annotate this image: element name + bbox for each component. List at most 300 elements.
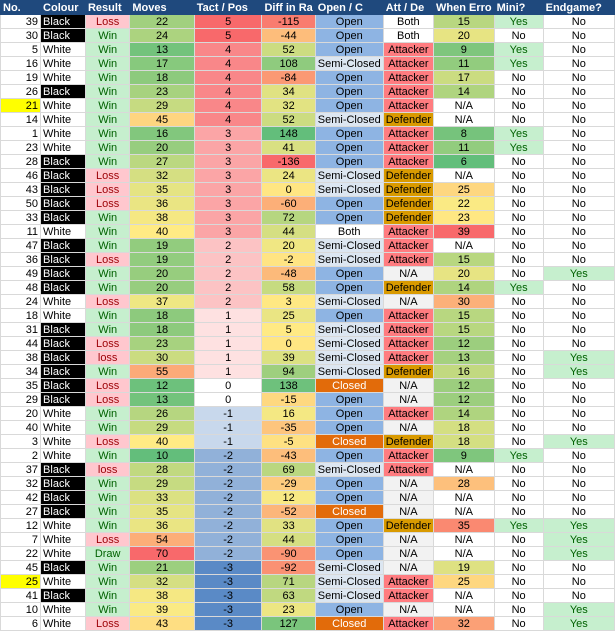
cell-mini[interactable]: No	[494, 617, 543, 631]
cell-diff[interactable]: 39	[262, 351, 315, 365]
cell-result[interactable]: Win	[85, 309, 129, 323]
cell-colour[interactable]: White	[41, 99, 86, 113]
cell-att[interactable]: Attacker	[383, 253, 433, 267]
cell-diff[interactable]: 23	[262, 603, 315, 617]
cell-result[interactable]: loss	[85, 463, 129, 477]
cell-open[interactable]: Open	[315, 421, 383, 435]
cell-end[interactable]: No	[543, 477, 614, 491]
cell-att[interactable]: N/A	[383, 533, 433, 547]
cell-end[interactable]: No	[543, 589, 614, 603]
cell-result[interactable]: Loss	[85, 169, 129, 183]
cell-result[interactable]: Win	[85, 505, 129, 519]
cell-no[interactable]: 32	[1, 477, 41, 491]
cell-mini[interactable]: No	[494, 337, 543, 351]
cell-err[interactable]: 18	[434, 421, 495, 435]
cell-no[interactable]: 50	[1, 197, 41, 211]
cell-diff[interactable]: -48	[262, 267, 315, 281]
cell-att[interactable]: Defender	[383, 113, 433, 127]
cell-open[interactable]: Open	[315, 267, 383, 281]
cell-mini[interactable]: No	[494, 589, 543, 603]
cell-att[interactable]: Both	[383, 15, 433, 29]
cell-moves[interactable]: 40	[130, 225, 194, 239]
cell-att[interactable]: Attacker	[383, 323, 433, 337]
cell-mini[interactable]: No	[494, 211, 543, 225]
cell-result[interactable]: Loss	[85, 197, 129, 211]
cell-end[interactable]: No	[543, 253, 614, 267]
cell-open[interactable]: Open	[315, 43, 383, 57]
cell-diff[interactable]: 138	[262, 379, 315, 393]
cell-open[interactable]: Semi-Closed	[315, 57, 383, 71]
cell-colour[interactable]: White	[41, 309, 86, 323]
cell-err[interactable]: 22	[434, 197, 495, 211]
cell-colour[interactable]: Black	[41, 337, 86, 351]
cell-open[interactable]: Open	[315, 491, 383, 505]
cell-no[interactable]: 24	[1, 295, 41, 309]
cell-open[interactable]: Open	[315, 281, 383, 295]
cell-mini[interactable]: No	[494, 463, 543, 477]
cell-att[interactable]: Defender	[383, 365, 433, 379]
cell-err[interactable]: 14	[434, 281, 495, 295]
cell-no[interactable]: 33	[1, 211, 41, 225]
cell-end[interactable]: No	[543, 15, 614, 29]
cell-colour[interactable]: Black	[41, 155, 86, 169]
cell-mini[interactable]: No	[494, 267, 543, 281]
cell-att[interactable]: Defender	[383, 281, 433, 295]
cell-colour[interactable]: White	[41, 43, 86, 57]
cell-colour[interactable]: Black	[41, 267, 86, 281]
cell-diff[interactable]: 127	[262, 617, 315, 631]
cell-att[interactable]: Attacker	[383, 407, 433, 421]
cell-tact[interactable]: -3	[194, 575, 262, 589]
cell-result[interactable]: Win	[85, 57, 129, 71]
cell-att[interactable]: Defender	[383, 197, 433, 211]
cell-moves[interactable]: 23	[130, 85, 194, 99]
cell-diff[interactable]: 34	[262, 85, 315, 99]
cell-tact[interactable]: -3	[194, 603, 262, 617]
cell-open[interactable]: Open	[315, 519, 383, 533]
cell-colour[interactable]: White	[41, 533, 86, 547]
cell-moves[interactable]: 37	[130, 295, 194, 309]
cell-open[interactable]: Open	[315, 197, 383, 211]
cell-att[interactable]: Attacker	[383, 57, 433, 71]
cell-moves[interactable]: 19	[130, 239, 194, 253]
cell-diff[interactable]: 0	[262, 183, 315, 197]
cell-end[interactable]: Yes	[543, 617, 614, 631]
cell-no[interactable]: 35	[1, 379, 41, 393]
cell-colour[interactable]: White	[41, 71, 86, 85]
cell-result[interactable]: Win	[85, 113, 129, 127]
cell-err[interactable]: 17	[434, 71, 495, 85]
cell-result[interactable]: Win	[85, 225, 129, 239]
cell-mini[interactable]: Yes	[494, 281, 543, 295]
cell-end[interactable]: No	[543, 463, 614, 477]
cell-result[interactable]: Win	[85, 267, 129, 281]
cell-err[interactable]: 15	[434, 253, 495, 267]
cell-att[interactable]: Attacker	[383, 575, 433, 589]
cell-open[interactable]: Semi-Closed	[315, 589, 383, 603]
cell-result[interactable]: loss	[85, 351, 129, 365]
cell-err[interactable]: N/A	[434, 491, 495, 505]
cell-mini[interactable]: No	[494, 379, 543, 393]
cell-colour[interactable]: White	[41, 519, 86, 533]
cell-open[interactable]: Open	[315, 477, 383, 491]
cell-end[interactable]: No	[543, 575, 614, 589]
cell-tact[interactable]: 4	[194, 113, 262, 127]
cell-open[interactable]: Semi-Closed	[315, 337, 383, 351]
cell-tact[interactable]: 4	[194, 57, 262, 71]
cell-result[interactable]: Win	[85, 43, 129, 57]
cell-err[interactable]: 9	[434, 449, 495, 463]
header-mini[interactable]: Mini?	[494, 1, 543, 15]
cell-diff[interactable]: -52	[262, 505, 315, 519]
cell-end[interactable]: No	[543, 295, 614, 309]
cell-end[interactable]: No	[543, 43, 614, 57]
cell-tact[interactable]: 1	[194, 309, 262, 323]
cell-diff[interactable]: -92	[262, 561, 315, 575]
cell-moves[interactable]: 13	[130, 393, 194, 407]
cell-err[interactable]: N/A	[434, 505, 495, 519]
cell-err[interactable]: 15	[434, 323, 495, 337]
cell-tact[interactable]: 3	[194, 127, 262, 141]
cell-diff[interactable]: -60	[262, 197, 315, 211]
cell-mini[interactable]: No	[494, 575, 543, 589]
cell-result[interactable]: Loss	[85, 617, 129, 631]
header-when-error[interactable]: When Erro	[434, 1, 495, 15]
cell-att[interactable]: N/A	[383, 295, 433, 309]
cell-open[interactable]: Open	[315, 15, 383, 29]
cell-mini[interactable]: No	[494, 365, 543, 379]
cell-no[interactable]: 10	[1, 603, 41, 617]
cell-no[interactable]: 28	[1, 155, 41, 169]
cell-mini[interactable]: No	[494, 295, 543, 309]
cell-tact[interactable]: 0	[194, 379, 262, 393]
cell-open[interactable]: Closed	[315, 435, 383, 449]
cell-result[interactable]: Draw	[85, 547, 129, 561]
cell-mini[interactable]: Yes	[494, 43, 543, 57]
cell-tact[interactable]: 4	[194, 85, 262, 99]
cell-end[interactable]: Yes	[543, 435, 614, 449]
cell-result[interactable]: Loss	[85, 183, 129, 197]
header-endgame[interactable]: Endgame?	[543, 1, 614, 15]
cell-tact[interactable]: 5	[194, 15, 262, 29]
cell-no[interactable]: 34	[1, 365, 41, 379]
cell-mini[interactable]: No	[494, 351, 543, 365]
cell-att[interactable]: N/A	[383, 421, 433, 435]
cell-result[interactable]: Win	[85, 281, 129, 295]
cell-end[interactable]: No	[543, 71, 614, 85]
cell-colour[interactable]: Black	[41, 197, 86, 211]
cell-diff[interactable]: -115	[262, 15, 315, 29]
cell-result[interactable]: Loss	[85, 15, 129, 29]
cell-result[interactable]: Win	[85, 477, 129, 491]
cell-result[interactable]: Loss	[85, 393, 129, 407]
cell-diff[interactable]: 52	[262, 43, 315, 57]
cell-err[interactable]: 12	[434, 337, 495, 351]
cell-mini[interactable]: No	[494, 155, 543, 169]
cell-moves[interactable]: 18	[130, 71, 194, 85]
cell-result[interactable]: Loss	[85, 379, 129, 393]
cell-colour[interactable]: White	[41, 127, 86, 141]
cell-diff[interactable]: -15	[262, 393, 315, 407]
cell-end[interactable]: Yes	[543, 533, 614, 547]
cell-colour[interactable]: Black	[41, 463, 86, 477]
cell-moves[interactable]: 36	[130, 197, 194, 211]
cell-err[interactable]: 25	[434, 183, 495, 197]
cell-end[interactable]: No	[543, 155, 614, 169]
cell-result[interactable]: Win	[85, 323, 129, 337]
cell-att[interactable]: N/A	[383, 393, 433, 407]
cell-att[interactable]: Attacker	[383, 127, 433, 141]
cell-open[interactable]: Semi-Closed	[315, 295, 383, 309]
cell-end[interactable]: No	[543, 337, 614, 351]
cell-no[interactable]: 49	[1, 267, 41, 281]
cell-end[interactable]: No	[543, 393, 614, 407]
cell-open[interactable]: Open	[315, 309, 383, 323]
cell-colour[interactable]: Black	[41, 85, 86, 99]
cell-diff[interactable]: 16	[262, 407, 315, 421]
cell-end[interactable]: No	[543, 183, 614, 197]
cell-err[interactable]: N/A	[434, 113, 495, 127]
cell-end[interactable]: Yes	[543, 351, 614, 365]
cell-open[interactable]: Semi-Closed	[315, 169, 383, 183]
cell-tact[interactable]: 3	[194, 211, 262, 225]
cell-att[interactable]: N/A	[383, 547, 433, 561]
cell-no[interactable]: 18	[1, 309, 41, 323]
cell-end[interactable]: No	[543, 127, 614, 141]
cell-open[interactable]: Open	[315, 127, 383, 141]
cell-diff[interactable]: 72	[262, 211, 315, 225]
cell-moves[interactable]: 29	[130, 421, 194, 435]
cell-colour[interactable]: Black	[41, 183, 86, 197]
cell-mini[interactable]: No	[494, 253, 543, 267]
cell-no[interactable]: 19	[1, 71, 41, 85]
cell-moves[interactable]: 12	[130, 379, 194, 393]
cell-tact[interactable]: 1	[194, 337, 262, 351]
cell-att[interactable]: Attacker	[383, 99, 433, 113]
cell-colour[interactable]: White	[41, 449, 86, 463]
cell-tact[interactable]: 2	[194, 281, 262, 295]
cell-open[interactable]: Open	[315, 407, 383, 421]
cell-tact[interactable]: -3	[194, 617, 262, 631]
cell-mini[interactable]: No	[494, 561, 543, 575]
cell-no[interactable]: 36	[1, 253, 41, 267]
cell-tact[interactable]: -1	[194, 435, 262, 449]
cell-no[interactable]: 25	[1, 575, 41, 589]
cell-att[interactable]: Attacker	[383, 43, 433, 57]
cell-result[interactable]: Win	[85, 561, 129, 575]
cell-colour[interactable]: Black	[41, 239, 86, 253]
cell-err[interactable]: 13	[434, 351, 495, 365]
cell-moves[interactable]: 13	[130, 43, 194, 57]
cell-tact[interactable]: 3	[194, 225, 262, 239]
cell-tact[interactable]: 0	[194, 393, 262, 407]
cell-open[interactable]: Semi-Closed	[315, 575, 383, 589]
cell-tact[interactable]: -2	[194, 449, 262, 463]
cell-moves[interactable]: 29	[130, 99, 194, 113]
cell-err[interactable]: 30	[434, 295, 495, 309]
cell-moves[interactable]: 32	[130, 169, 194, 183]
cell-end[interactable]: No	[543, 491, 614, 505]
cell-err[interactable]: N/A	[434, 603, 495, 617]
cell-no[interactable]: 38	[1, 351, 41, 365]
cell-no[interactable]: 22	[1, 547, 41, 561]
cell-err[interactable]: 20	[434, 29, 495, 43]
cell-diff[interactable]: 33	[262, 519, 315, 533]
cell-err[interactable]: 32	[434, 617, 495, 631]
cell-end[interactable]: Yes	[543, 267, 614, 281]
cell-mini[interactable]: Yes	[494, 141, 543, 155]
cell-colour[interactable]: White	[41, 603, 86, 617]
cell-err[interactable]: 14	[434, 85, 495, 99]
cell-att[interactable]: Attacker	[383, 449, 433, 463]
cell-diff[interactable]: 32	[262, 99, 315, 113]
cell-err[interactable]: 20	[434, 267, 495, 281]
cell-diff[interactable]: 94	[262, 365, 315, 379]
cell-tact[interactable]: 4	[194, 71, 262, 85]
cell-open[interactable]: Both	[315, 225, 383, 239]
cell-err[interactable]: N/A	[434, 463, 495, 477]
cell-result[interactable]: Loss	[85, 337, 129, 351]
cell-mini[interactable]: No	[494, 113, 543, 127]
cell-mini[interactable]: No	[494, 239, 543, 253]
cell-no[interactable]: 31	[1, 323, 41, 337]
cell-mini[interactable]: No	[494, 547, 543, 561]
cell-no[interactable]: 43	[1, 183, 41, 197]
cell-end[interactable]: No	[543, 449, 614, 463]
cell-diff[interactable]: 44	[262, 533, 315, 547]
cell-no[interactable]: 27	[1, 505, 41, 519]
cell-mini[interactable]: No	[494, 393, 543, 407]
cell-err[interactable]: 11	[434, 141, 495, 155]
cell-tact[interactable]: 3	[194, 141, 262, 155]
cell-open[interactable]: Open	[315, 141, 383, 155]
cell-no[interactable]: 29	[1, 393, 41, 407]
cell-tact[interactable]: 2	[194, 239, 262, 253]
cell-tact[interactable]: 4	[194, 43, 262, 57]
cell-open[interactable]: Semi-Closed	[315, 323, 383, 337]
cell-tact[interactable]: 2	[194, 267, 262, 281]
cell-diff[interactable]: 24	[262, 169, 315, 183]
cell-mini[interactable]: No	[494, 533, 543, 547]
cell-mini[interactable]: Yes	[494, 127, 543, 141]
cell-tact[interactable]: -2	[194, 547, 262, 561]
cell-att[interactable]: Attacker	[383, 239, 433, 253]
cell-moves[interactable]: 35	[130, 183, 194, 197]
cell-end[interactable]: No	[543, 141, 614, 155]
cell-colour[interactable]: Black	[41, 561, 86, 575]
cell-diff[interactable]: 25	[262, 309, 315, 323]
header-att-def[interactable]: Att / De	[383, 1, 433, 15]
cell-no[interactable]: 6	[1, 617, 41, 631]
cell-diff[interactable]: 5	[262, 323, 315, 337]
cell-colour[interactable]: White	[41, 617, 86, 631]
cell-no[interactable]: 40	[1, 421, 41, 435]
cell-mini[interactable]: No	[494, 323, 543, 337]
cell-end[interactable]: No	[543, 421, 614, 435]
cell-mini[interactable]: No	[494, 435, 543, 449]
cell-moves[interactable]: 18	[130, 309, 194, 323]
cell-end[interactable]: No	[543, 379, 614, 393]
cell-err[interactable]: N/A	[434, 169, 495, 183]
cell-moves[interactable]: 55	[130, 365, 194, 379]
cell-colour[interactable]: Black	[41, 323, 86, 337]
cell-tact[interactable]: 3	[194, 183, 262, 197]
cell-end[interactable]: No	[543, 309, 614, 323]
cell-moves[interactable]: 18	[130, 323, 194, 337]
cell-no[interactable]: 16	[1, 57, 41, 71]
cell-att[interactable]: Defender	[383, 169, 433, 183]
cell-diff[interactable]: -136	[262, 155, 315, 169]
cell-open[interactable]: Open	[315, 99, 383, 113]
cell-open[interactable]: Open	[315, 449, 383, 463]
cell-open[interactable]: Open	[315, 71, 383, 85]
cell-no[interactable]: 2	[1, 449, 41, 463]
cell-att[interactable]: N/A	[383, 491, 433, 505]
cell-err[interactable]: 35	[434, 519, 495, 533]
cell-att[interactable]: N/A	[383, 379, 433, 393]
cell-diff[interactable]: 20	[262, 239, 315, 253]
cell-moves[interactable]: 35	[130, 505, 194, 519]
cell-att[interactable]: Defender	[383, 519, 433, 533]
cell-diff[interactable]: 0	[262, 337, 315, 351]
cell-tact[interactable]: 1	[194, 351, 262, 365]
cell-no[interactable]: 42	[1, 491, 41, 505]
cell-mini[interactable]: Yes	[494, 519, 543, 533]
cell-diff[interactable]: 63	[262, 589, 315, 603]
cell-colour[interactable]: White	[41, 141, 86, 155]
cell-open[interactable]: Semi-Closed	[315, 463, 383, 477]
cell-diff[interactable]: 71	[262, 575, 315, 589]
cell-att[interactable]: Defender	[383, 435, 433, 449]
cell-colour[interactable]: Black	[41, 477, 86, 491]
cell-err[interactable]: 12	[434, 393, 495, 407]
cell-att[interactable]: Defender	[383, 183, 433, 197]
cell-end[interactable]: No	[543, 197, 614, 211]
cell-result[interactable]: Win	[85, 71, 129, 85]
cell-colour[interactable]: Black	[41, 351, 86, 365]
header-no[interactable]: No.	[1, 1, 41, 15]
cell-end[interactable]: No	[543, 407, 614, 421]
cell-open[interactable]: Semi-Closed	[315, 365, 383, 379]
cell-moves[interactable]: 33	[130, 491, 194, 505]
cell-moves[interactable]: 19	[130, 253, 194, 267]
cell-mini[interactable]: No	[494, 183, 543, 197]
cell-att[interactable]: Defender	[383, 211, 433, 225]
cell-colour[interactable]: White	[41, 57, 86, 71]
cell-err[interactable]: N/A	[434, 547, 495, 561]
cell-colour[interactable]: Black	[41, 589, 86, 603]
cell-diff[interactable]: 3	[262, 295, 315, 309]
cell-colour[interactable]: Black	[41, 505, 86, 519]
cell-tact[interactable]: -2	[194, 519, 262, 533]
cell-result[interactable]: Win	[85, 239, 129, 253]
cell-colour[interactable]: White	[41, 421, 86, 435]
cell-mini[interactable]: Yes	[494, 449, 543, 463]
cell-no[interactable]: 20	[1, 407, 41, 421]
cell-colour[interactable]: Black	[41, 15, 86, 29]
cell-tact[interactable]: 2	[194, 295, 262, 309]
cell-tact[interactable]: 5	[194, 29, 262, 43]
cell-no[interactable]: 14	[1, 113, 41, 127]
cell-result[interactable]: Win	[85, 365, 129, 379]
cell-open[interactable]: Closed	[315, 505, 383, 519]
cell-open[interactable]: Closed	[315, 379, 383, 393]
cell-moves[interactable]: 39	[130, 603, 194, 617]
cell-no[interactable]: 3	[1, 435, 41, 449]
cell-att[interactable]: Attacker	[383, 225, 433, 239]
cell-err[interactable]: 19	[434, 561, 495, 575]
cell-diff[interactable]: -2	[262, 253, 315, 267]
